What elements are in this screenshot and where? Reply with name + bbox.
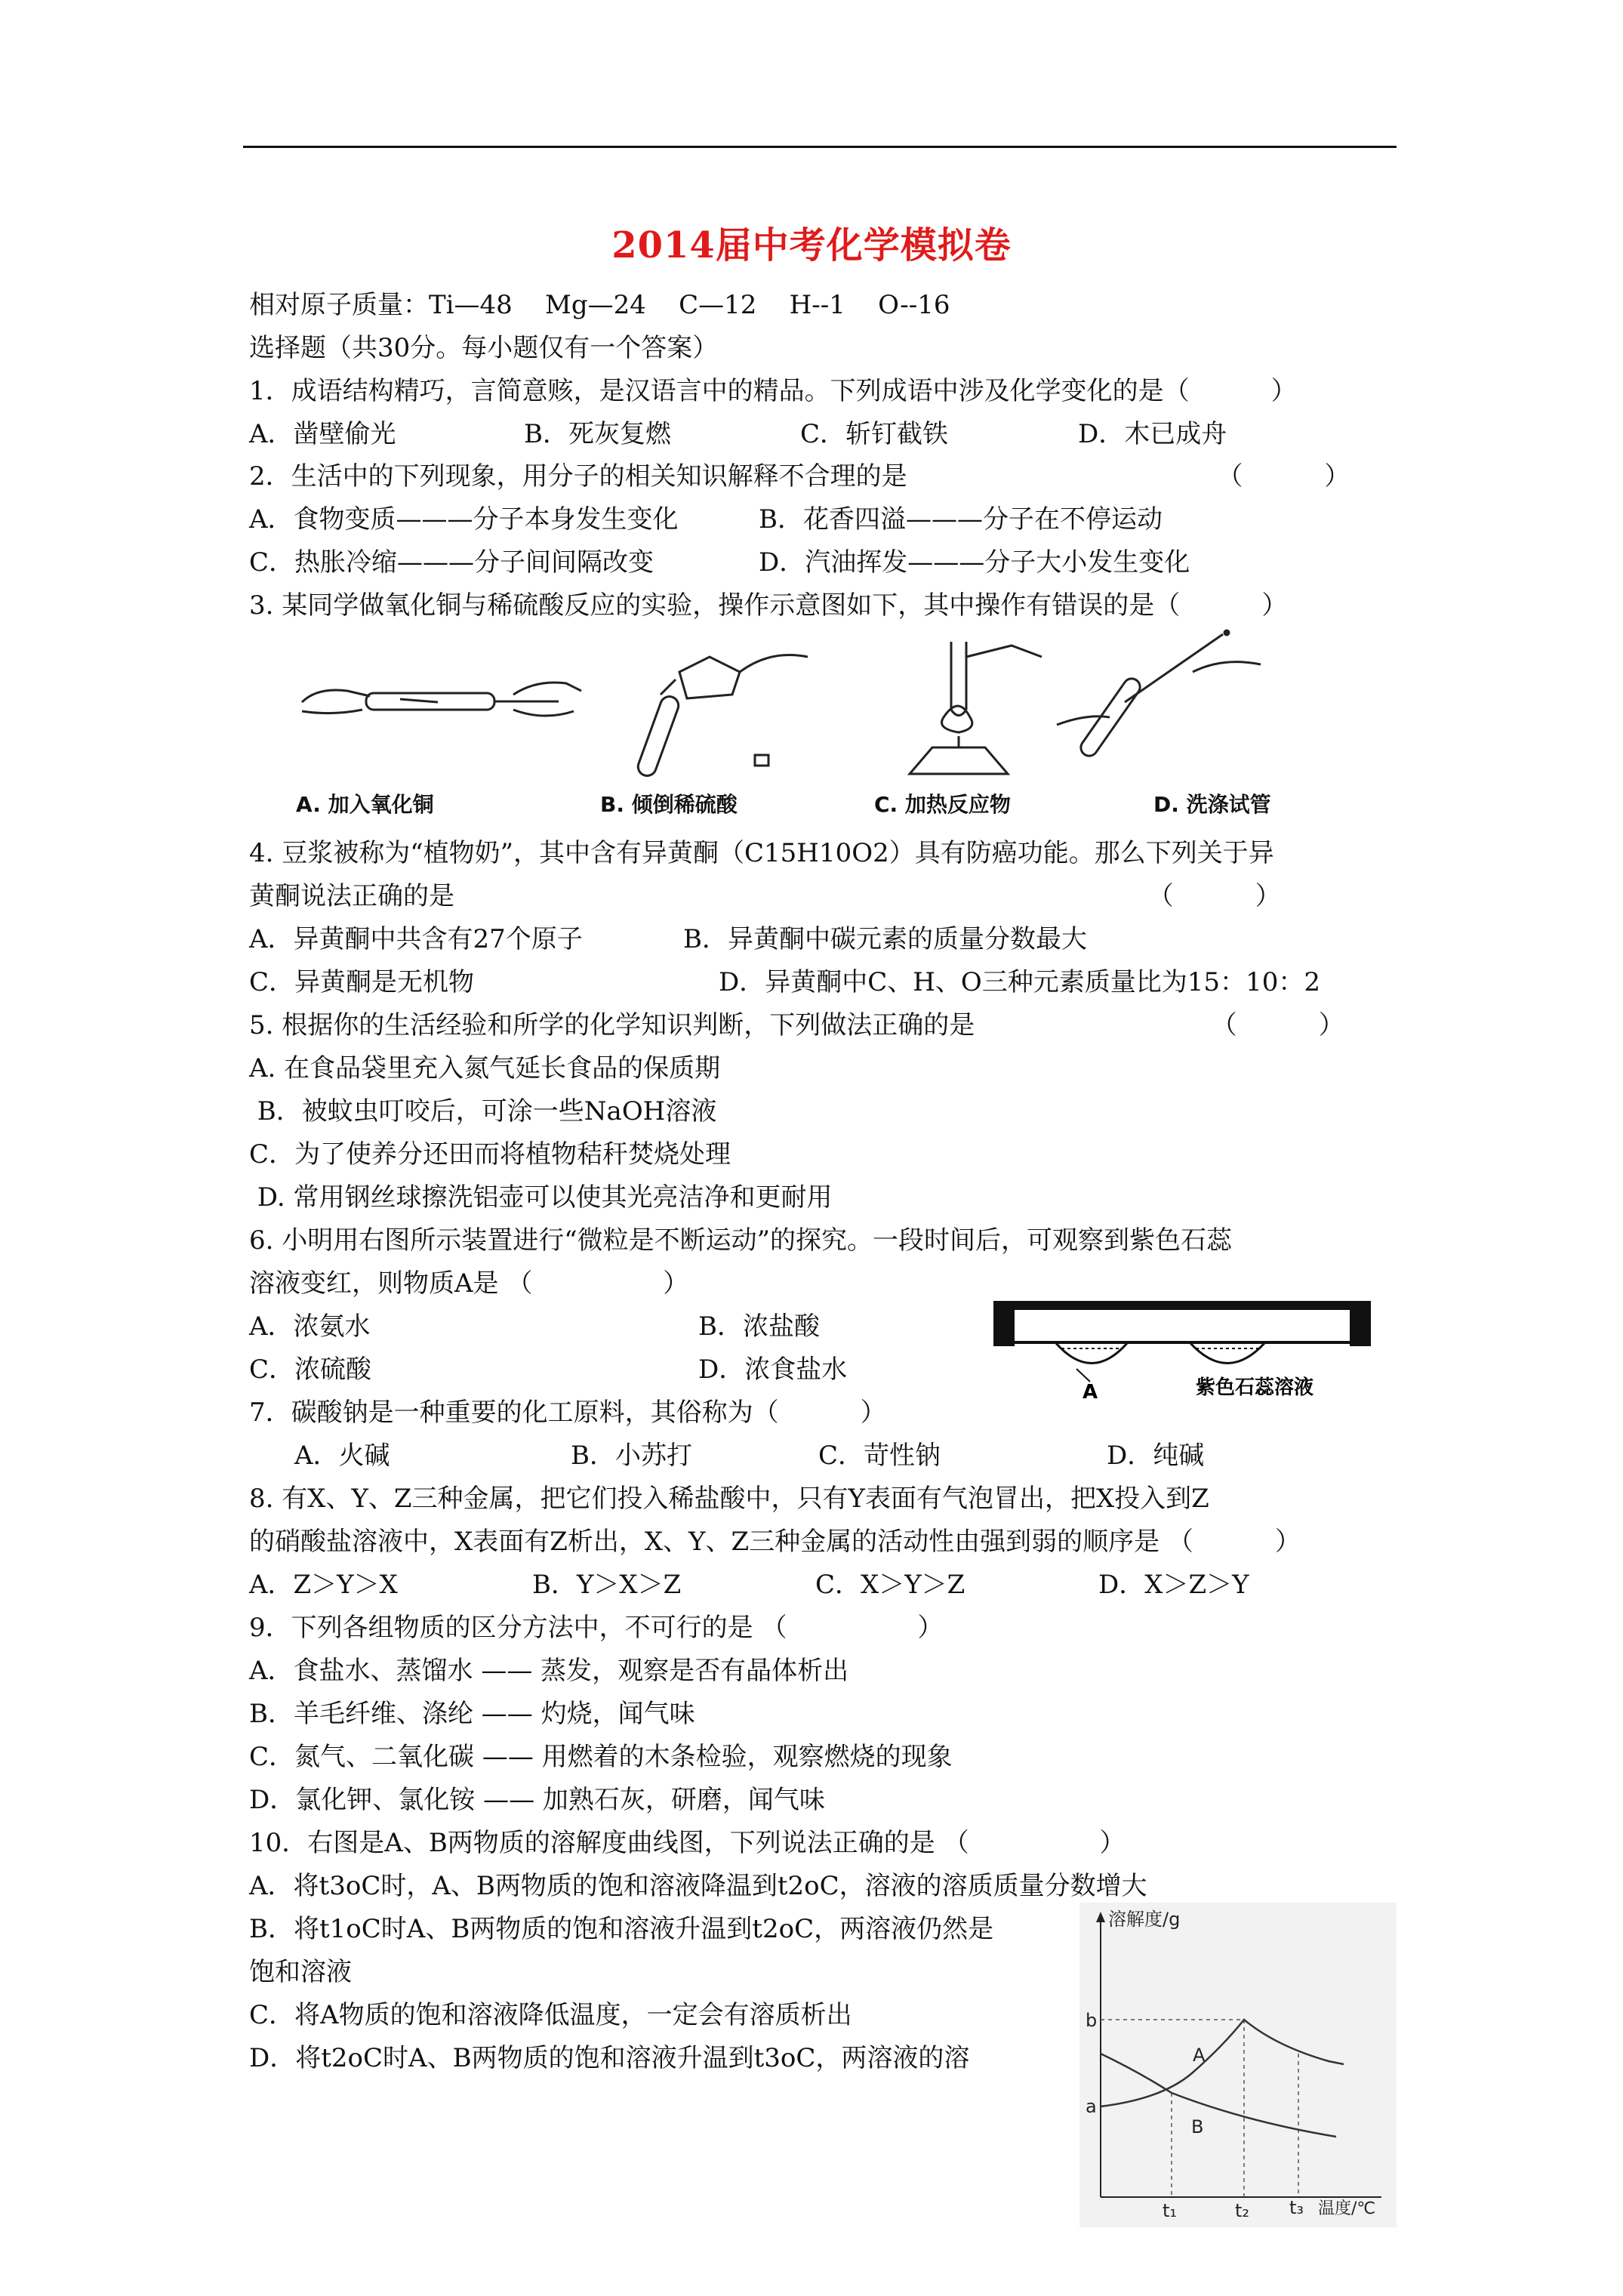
page-title: 2014届中考化学模拟卷 [611, 224, 1012, 267]
header-rule [243, 146, 1397, 148]
question-5-option-c: C．为了使养分还田而将植物秸秆焚烧处理 [249, 1139, 731, 1170]
solubility-graph [1079, 1903, 1397, 2227]
question-7-option-d: D．纯碱 [1107, 1441, 1205, 1471]
caption-d: D. 洗涤试管 [1153, 792, 1271, 817]
question-5-option-b: B．被蚊虫叮咬后，可涂一些NaOH溶液 [249, 1096, 717, 1126]
caption-a: A. 加入氧化铜 [296, 792, 434, 817]
question-1-stem: 1．成语结构精巧，言简意赅，是汉语言中的精品。下列成语中涉及化学变化的是（ ） [249, 376, 1297, 406]
question-4-option-a: A．异黄酮中共含有27个原子 [249, 924, 583, 954]
illustration-d-wash-tube [1057, 630, 1261, 759]
illustration-a-add-copper-oxide [302, 683, 581, 716]
question-6-stem-line2: 溶液变红，则物质A是 （ ） [249, 1268, 689, 1299]
question-9-option-d: D．氯化钾、氯化铵 —— 加熟石灰，研磨，闻气味 [249, 1785, 825, 1815]
question-2-stem: 2．生活中的下列现象，用分子的相关知识解释不合理的是 （ ） [249, 461, 1350, 492]
question-10-option-a: A．将t3oC时，A、B两物质的饱和溶液降温到t2oC，溶液的溶质质量分数增大 [249, 1871, 1147, 1901]
question-8-stem-line1: 8. 有X、Y、Z三种金属，把它们投入稀盐酸中，只有Y表面有气泡冒出，把X投入到Z [249, 1484, 1209, 1514]
curve-a-label: A [1193, 2045, 1206, 2066]
question-9-option-a: A．食盐水、蒸馏水 —— 蒸发，观察是否有晶体析出 [249, 1656, 849, 1686]
label-substance-a: A [1083, 1381, 1098, 1403]
question-5-option-d: D. 常用钢丝球擦洗铝壶可以使其光亮洁净和更耐用 [249, 1182, 833, 1213]
question-1-option-c: C．斩钉截铁 [800, 419, 949, 449]
question-10-option-d: D．将t2oC时A、B两物质的饱和溶液升温到t3oC，两溶液的溶 [249, 2043, 970, 2073]
question-4-stem-line1: 4. 豆浆被称为“植物奶”，其中含有异黄酮（C15H10O2）具有防癌功能。那么下列关于异 [249, 838, 1274, 868]
label-litmus: 紫色石蕊溶液 [1196, 1376, 1314, 1399]
question-9-option-c: C．氮气、二氧化碳 —— 用燃着的木条检验，观察燃烧的现象 [249, 1742, 953, 1772]
illustration-c-heating [910, 642, 1042, 774]
question-4-stem-line2: 黄酮说法正确的是 （ ） [249, 881, 1281, 911]
question-6-option-c: C．浓硫酸 [249, 1354, 372, 1385]
x-tick-t3: t₃ [1289, 2197, 1304, 2218]
question-10-stem: 10．右图是A、B两物质的溶解度曲线图，下列说法正确的是 （ ） [249, 1828, 1126, 1858]
question-2-option-a: A．食物变质———分子本身发生变化 [249, 504, 679, 535]
question-6-stem-line1: 6. 小明用右图所示装置进行“微粒是不断运动”的探究。一段时间后，可观察到紫色石蕊 [249, 1225, 1233, 1256]
question-9-option-b: B．羊毛纤维、涤纶 —— 灼烧，闻气味 [249, 1699, 695, 1729]
question-6-option-d: D．浓食盐水 [698, 1354, 848, 1385]
question-6-option-b: B．浓盐酸 [698, 1311, 820, 1342]
atomic-mass-line: 相对原子质量：Ti—48 Mg—24 C—12 H--1 O--16 [249, 290, 950, 320]
question-7-option-c: C．苛性钠 [818, 1441, 941, 1471]
question-4-option-d: D．异黄酮中C、H、O三种元素质量比为15：10：2 [719, 967, 1320, 997]
question-7-option-a: A．火碱 [294, 1441, 390, 1471]
x-axis-label: 温度/℃ [1318, 2199, 1376, 2218]
x-tick-t1: t₁ [1163, 2200, 1178, 2221]
y-axis-label: 溶解度/g [1108, 1909, 1181, 1930]
x-tick-t2: t₂ [1235, 2200, 1250, 2221]
caption-b: B. 倾倒稀硫酸 [600, 792, 738, 817]
question-10-option-b-line2: 饱和溶液 [249, 1957, 352, 1987]
question-2-option-c: C．热胀冷缩———分子间间隔改变 [249, 547, 654, 578]
question-10-option-b-line1: B．将t1oC时A、B两物质的饱和溶液升温到t2oC，两溶液仍然是 [249, 1914, 994, 1944]
illustration-b-pour-acid [636, 655, 808, 778]
y-tick-b: b [1086, 2010, 1098, 2031]
question-8-option-b: B．Y＞X＞Z [532, 1570, 682, 1600]
question-6-option-a: A．浓氨水 [249, 1311, 371, 1342]
question-8-option-d: D．X＞Z＞Y [1098, 1570, 1249, 1600]
question-4-option-c: C．异黄酮是无机物 [249, 967, 475, 997]
question-8-stem-line2: 的硝酸盐溶液中，X表面有Z析出，X、Y、Z三种金属的活动性由强到弱的顺序是 （ ） [249, 1527, 1301, 1557]
apparatus-figure [993, 1297, 1386, 1403]
question-2-option-d: D．汽油挥发———分子大小发生变化 [759, 547, 1190, 578]
y-tick-a: a [1086, 2096, 1097, 2117]
question-9-stem: 9．下列各组物质的区分方法中，不可行的是 （ ） [249, 1613, 944, 1643]
question-8-option-a: A．Z＞Y＞X [249, 1570, 398, 1600]
question-8-option-c: C．X＞Y＞Z [815, 1570, 965, 1600]
section-heading: 选择题（共30分。每小题仅有一个答案） [249, 333, 719, 363]
question-7-stem: 7．碳酸钠是一种重要的化工原料，其俗称为（ ） [249, 1398, 886, 1428]
question-1-option-b: B．死灰复燃 [524, 419, 671, 449]
question-10-option-c: C．将A物质的饱和溶液降低温度，一定会有溶质析出 [249, 2000, 852, 2030]
question-1-option-d: D．木已成舟 [1078, 419, 1227, 449]
question-1-option-a: A．凿壁偷光 [249, 419, 396, 449]
question-7-option-b: B．小苏打 [571, 1441, 692, 1471]
experiment-illustrations [287, 627, 1359, 785]
caption-c: C. 加热反应物 [874, 792, 1011, 817]
curve-b-label: B [1191, 2116, 1204, 2137]
question-5-option-a: A. 在食品袋里充入氮气延长食品的保质期 [249, 1053, 721, 1083]
question-5-stem: 5. 根据你的生活经验和所学的化学知识判断，下列做法正确的是 （ ） [249, 1010, 1344, 1040]
question-4-option-b: B．异黄酮中碳元素的质量分数最大 [683, 924, 1087, 954]
question-2-option-b: B．花香四溢———分子在不停运动 [759, 504, 1163, 535]
question-3-stem: 3. 某同学做氧化铜与稀硫酸反应的实验，操作示意图如下，其中操作有错误的是（ ） [249, 590, 1288, 621]
